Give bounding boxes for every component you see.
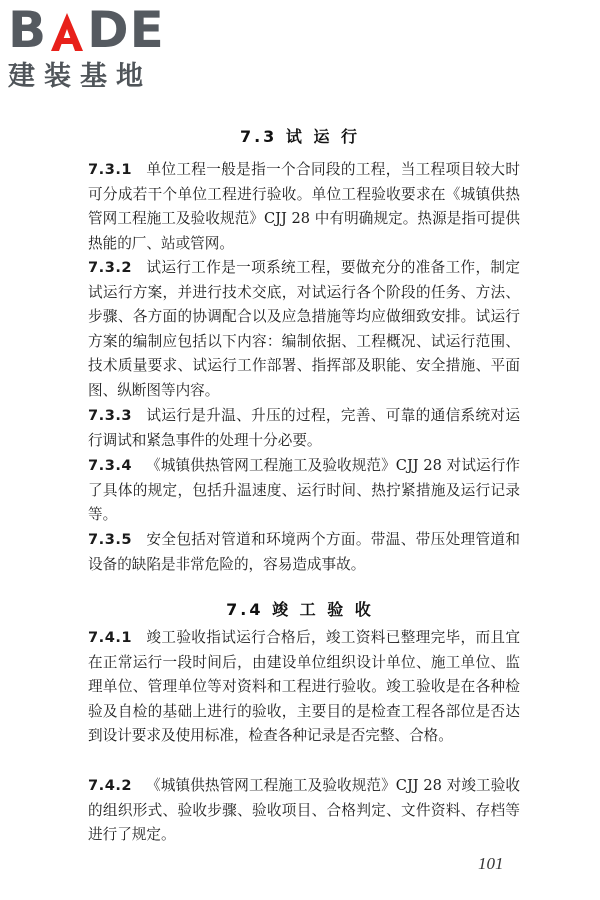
paragraph-7-3-4 <box>88 454 520 528</box>
clause-text: 安全包括对管道和环境两个方面。带温、带压处理管道和设备的缺陷是非常危险的，容易造成事故。 <box>88 531 520 573</box>
logo-letter-b: B <box>8 1 48 59</box>
clause-text: 竣工验收指试运行合格后，竣工资料已整理完毕，而且宜在正常运行一段时间后，由建设单位组织设计单位、施工单位、监理单位、管理单位等对资料和工程进行验收。竣工验收是在各种检验及自检的基础上进行的验收，主要目的是检查工程各部位是否达到设计要求及使用标准，检查各种记录是否完整、合格。 <box>88 629 520 745</box>
clause-text: 《城镇供热管网工程施工及验收规范》CJJ 28 对竣工验收的组织形式、验收步骤、验收项目、合格判定、文件资料、存档等进行了规定。 <box>88 777 520 844</box>
clause-text: 单位工程一般是指一个合同段的工程，当工程项目较大时可分成若干个单位工程进行验收。单位工程验收要求在《城镇供热管网工程施工及验收规范》CJJ 28 中有明确规定。热源是指可提供热能的厂、站或管网。 <box>88 161 520 252</box>
paragraph-7-4-1 <box>88 626 520 749</box>
paragraph-7-3-2 <box>88 256 520 404</box>
section-title-7-4: 7.4 竣 工 验 收 <box>226 600 374 619</box>
clause-number: 7.3.2 <box>88 259 133 276</box>
clause-number: 7.3.4 <box>88 457 133 474</box>
paragraph-7-4-2 <box>88 774 520 848</box>
clause-number: 7.4.2 <box>88 777 133 794</box>
clause-number: 7.4.1 <box>88 629 133 646</box>
logo-a-mark-icon <box>49 11 85 53</box>
bade-logo <box>8 2 178 98</box>
clause-text: 试运行是升温、升压的过程，完善、可靠的通信系统对运行调试和紧急事件的处理十分必要。 <box>88 407 520 449</box>
page-number: 101 <box>478 854 504 873</box>
paragraph-7-3-3 <box>88 404 520 453</box>
clause-text: 试运行工作是一项系统工程，要做充分的准备工作，制定试运行方案，并进行技术交底，对试运行各个阶段的任务、方法、步骤、各方面的协调配合以及应急措施等均应做细致安排。试运行方案的编制应包括以下内容：编制依据、工程概况、试运行范围、技术质量要求、试运行工作部署、指挥部及职能、安全措施、平面图、纵断图等内容。 <box>88 259 520 399</box>
paragraph-7-3-5 <box>88 528 520 577</box>
logo-wordmark <box>8 2 178 58</box>
clause-number: 7.3.3 <box>88 407 133 424</box>
clause-number: 7.3.5 <box>88 531 133 548</box>
clause-text: 《城镇供热管网工程施工及验收规范》CJJ 28 对试运行作了具体的规定，包括升温速度、运行时间、热拧紧措施及运行记录等。 <box>88 457 520 524</box>
paragraph-7-3-1 <box>88 158 520 256</box>
logo-subtitle: 建装基地 <box>8 61 152 92</box>
clause-number: 7.3.1 <box>88 161 133 178</box>
section-title-7-3: 7.3 试 运 行 <box>239 127 361 146</box>
logo-letters-de: DE <box>87 1 165 59</box>
